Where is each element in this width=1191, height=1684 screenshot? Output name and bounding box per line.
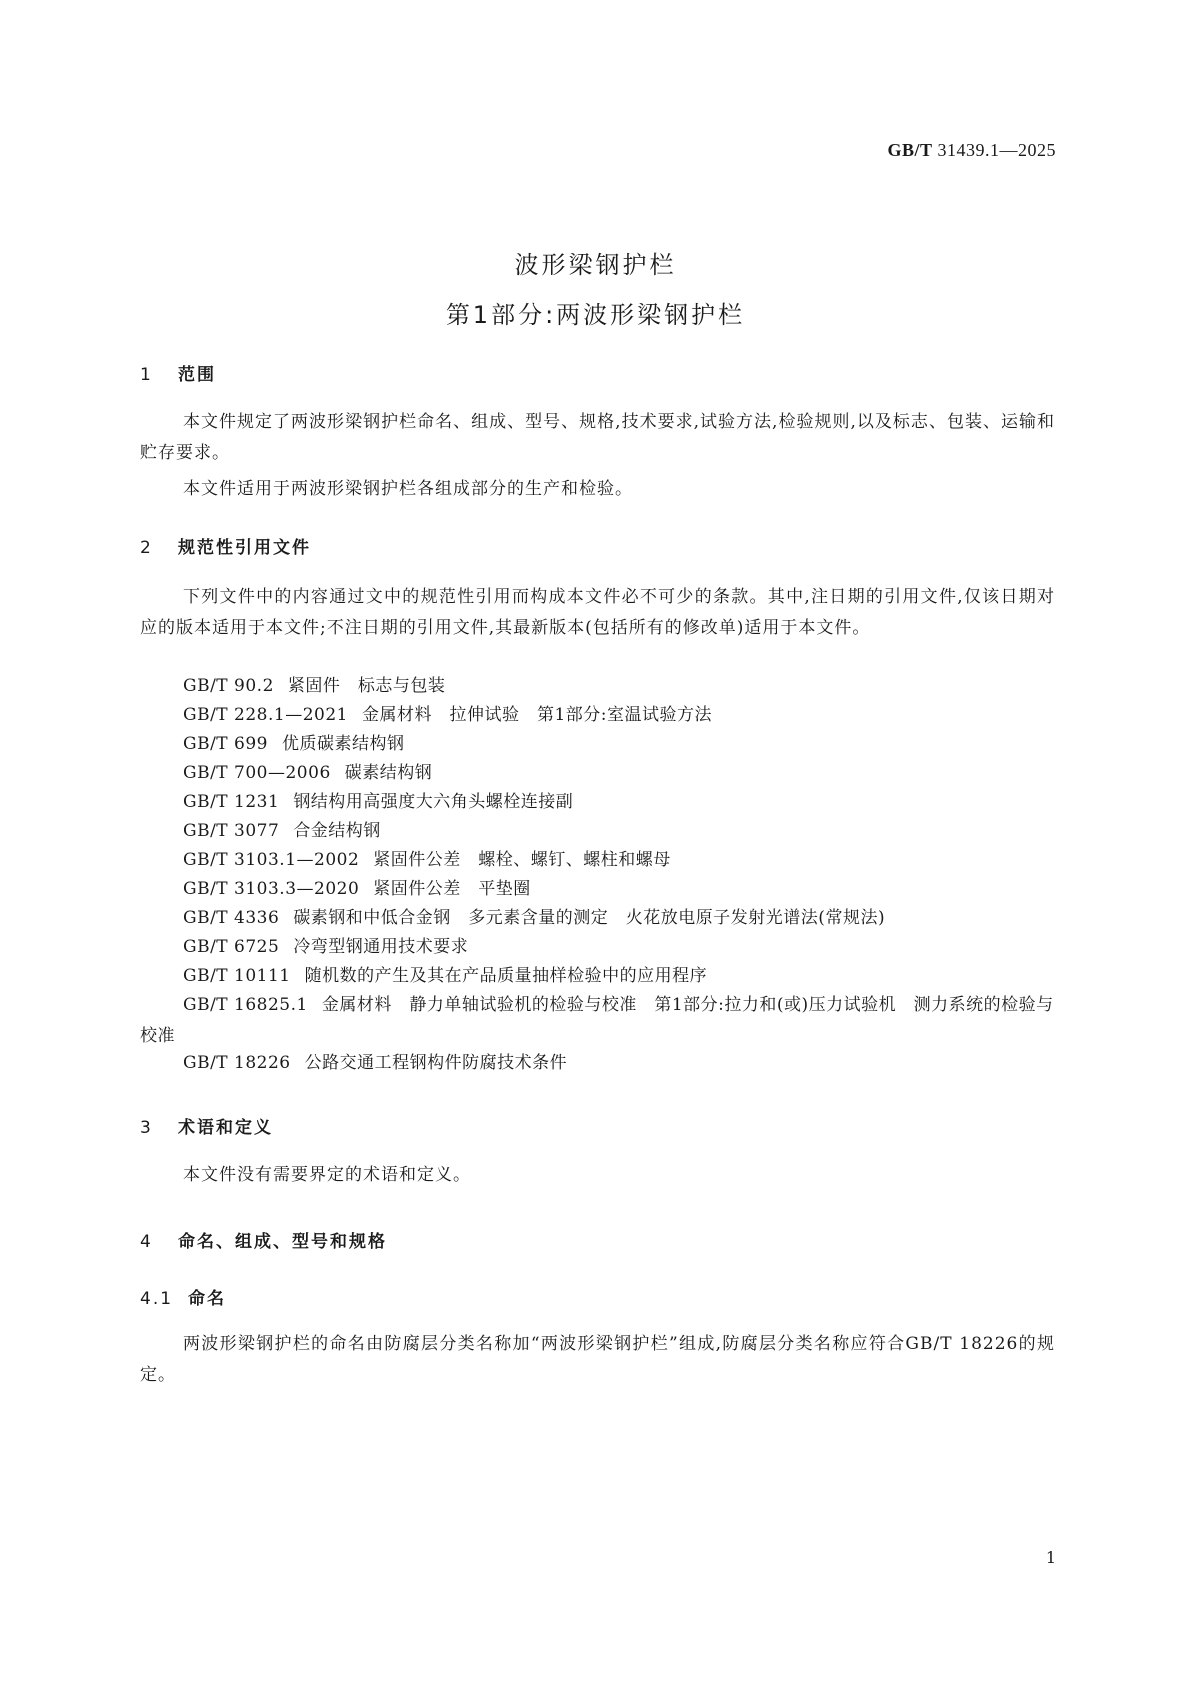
section-1-paragraph-1: 本文件规定了两波形梁钢护栏命名、组成、型号、规格,技术要求,试验方法,检验规则,以及标志、包装、运输和贮存要求。 [140, 412, 1055, 463]
reference-item [140, 700, 1055, 731]
reference-code: GB/T 1231 [183, 792, 280, 812]
reference-code: GB/T 4336 [183, 908, 280, 928]
section-4-heading [140, 1227, 387, 1252]
section-title: 术语和定义 [178, 1118, 273, 1138]
reference-code: GB/T 3103.1—2002 [183, 850, 360, 870]
reference-code: GB/T 6725 [183, 937, 280, 957]
reference-code: GB/T 3103.3—2020 [183, 879, 360, 899]
document-title [0, 240, 1191, 340]
reference-item [140, 1048, 1055, 1079]
reference-code: GB/T 3077 [183, 821, 280, 841]
reference-title: 紧固件 标志与包装 [287, 676, 446, 696]
reference-item [140, 758, 1055, 789]
section-title: 规范性引用文件 [178, 538, 311, 558]
document-code-number: 31439.1—2025 [937, 140, 1056, 160]
reference-code: GB/T 18226 [183, 1053, 291, 1073]
reference-title: 金属材料 拉伸试验 第1部分:室温试验方法 [361, 705, 713, 725]
reference-title: 碳素结构钢 [344, 763, 433, 783]
reference-code: GB/T 16825.1 [183, 995, 308, 1015]
reference-item [140, 903, 1055, 934]
section-title: 命名、组成、型号和规格 [178, 1232, 387, 1252]
reference-item [140, 787, 1055, 818]
section-4-1-paragraph: 两波形梁钢护栏的命名由防腐层分类名称加“两波形梁钢护栏”组成,防腐层分类名称应符合GB/T 18226的规定。 [140, 1334, 1055, 1385]
subsection-number: 4.1 [140, 1289, 174, 1309]
reference-item [140, 990, 1055, 1052]
reference-title: 冷弯型钢通用技术要求 [293, 937, 469, 957]
reference-title: 优质碳素结构钢 [282, 734, 405, 754]
section-title: 范围 [178, 365, 216, 385]
section-number: 3 [140, 1118, 153, 1138]
reference-item [140, 845, 1055, 876]
reference-title: 随机数的产生及其在产品质量抽样检验中的应用程序 [304, 966, 708, 986]
reference-title: 公路交通工程钢构件防腐技术条件 [304, 1053, 568, 1073]
title-part: 第1部分:两波形梁钢护栏 [445, 301, 746, 329]
section-2-intro: 下列文件中的内容通过文中的规范性引用而构成本文件必不可少的条款。其中,注日期的引用文件,仅该日期对应的版本适用于本文件;不注日期的引用文件,其最新版本(包括所有的修改单)适用于本文件。 [140, 587, 1055, 638]
reference-title: 钢结构用高强度大六角头螺栓连接副 [293, 792, 574, 812]
subsection-title: 命名 [188, 1289, 226, 1309]
section-3-heading [140, 1113, 273, 1138]
reference-item [140, 874, 1055, 905]
document-code [887, 140, 1056, 161]
section-number: 2 [140, 538, 153, 558]
title-main: 波形梁钢护栏 [514, 251, 677, 279]
section-number: 4 [140, 1232, 153, 1252]
reference-code: GB/T 699 [183, 734, 268, 754]
reference-title: 碳素钢和中低合金钢 多元素含量的测定 火花放电原子发射光谱法(常规法) [293, 908, 886, 928]
reference-title: 紧固件公差 螺栓、螺钉、螺柱和螺母 [373, 850, 671, 870]
section-3-paragraph: 本文件没有需要界定的术语和定义。 [183, 1165, 471, 1185]
page-number: 1 [1045, 1548, 1056, 1567]
section-number: 1 [140, 365, 153, 385]
section-1-heading [140, 360, 216, 385]
reference-code: GB/T 228.1—2021 [183, 705, 348, 725]
reference-code: GB/T 700—2006 [183, 763, 331, 783]
reference-code: GB/T 10111 [183, 966, 291, 986]
reference-item [140, 816, 1055, 847]
reference-item [140, 729, 1055, 760]
reference-title: 紧固件公差 平垫圈 [373, 879, 531, 899]
reference-item [140, 671, 1055, 702]
document-code-prefix: GB/T [887, 140, 933, 160]
reference-item [140, 961, 1055, 992]
section-4-1-heading [140, 1284, 226, 1309]
reference-title: 金属材料 静力单轴试验机的检验与校准 第1部分:拉力和(或)压力试验机 测力系统的检验与校准 [140, 995, 1054, 1046]
reference-code: GB/T 90.2 [183, 676, 274, 696]
reference-item [140, 932, 1055, 963]
section-2-heading [140, 533, 311, 558]
reference-title: 合金结构钢 [293, 821, 381, 841]
section-1-paragraph-2: 本文件适用于两波形梁钢护栏各组成部分的生产和检验。 [183, 479, 633, 499]
